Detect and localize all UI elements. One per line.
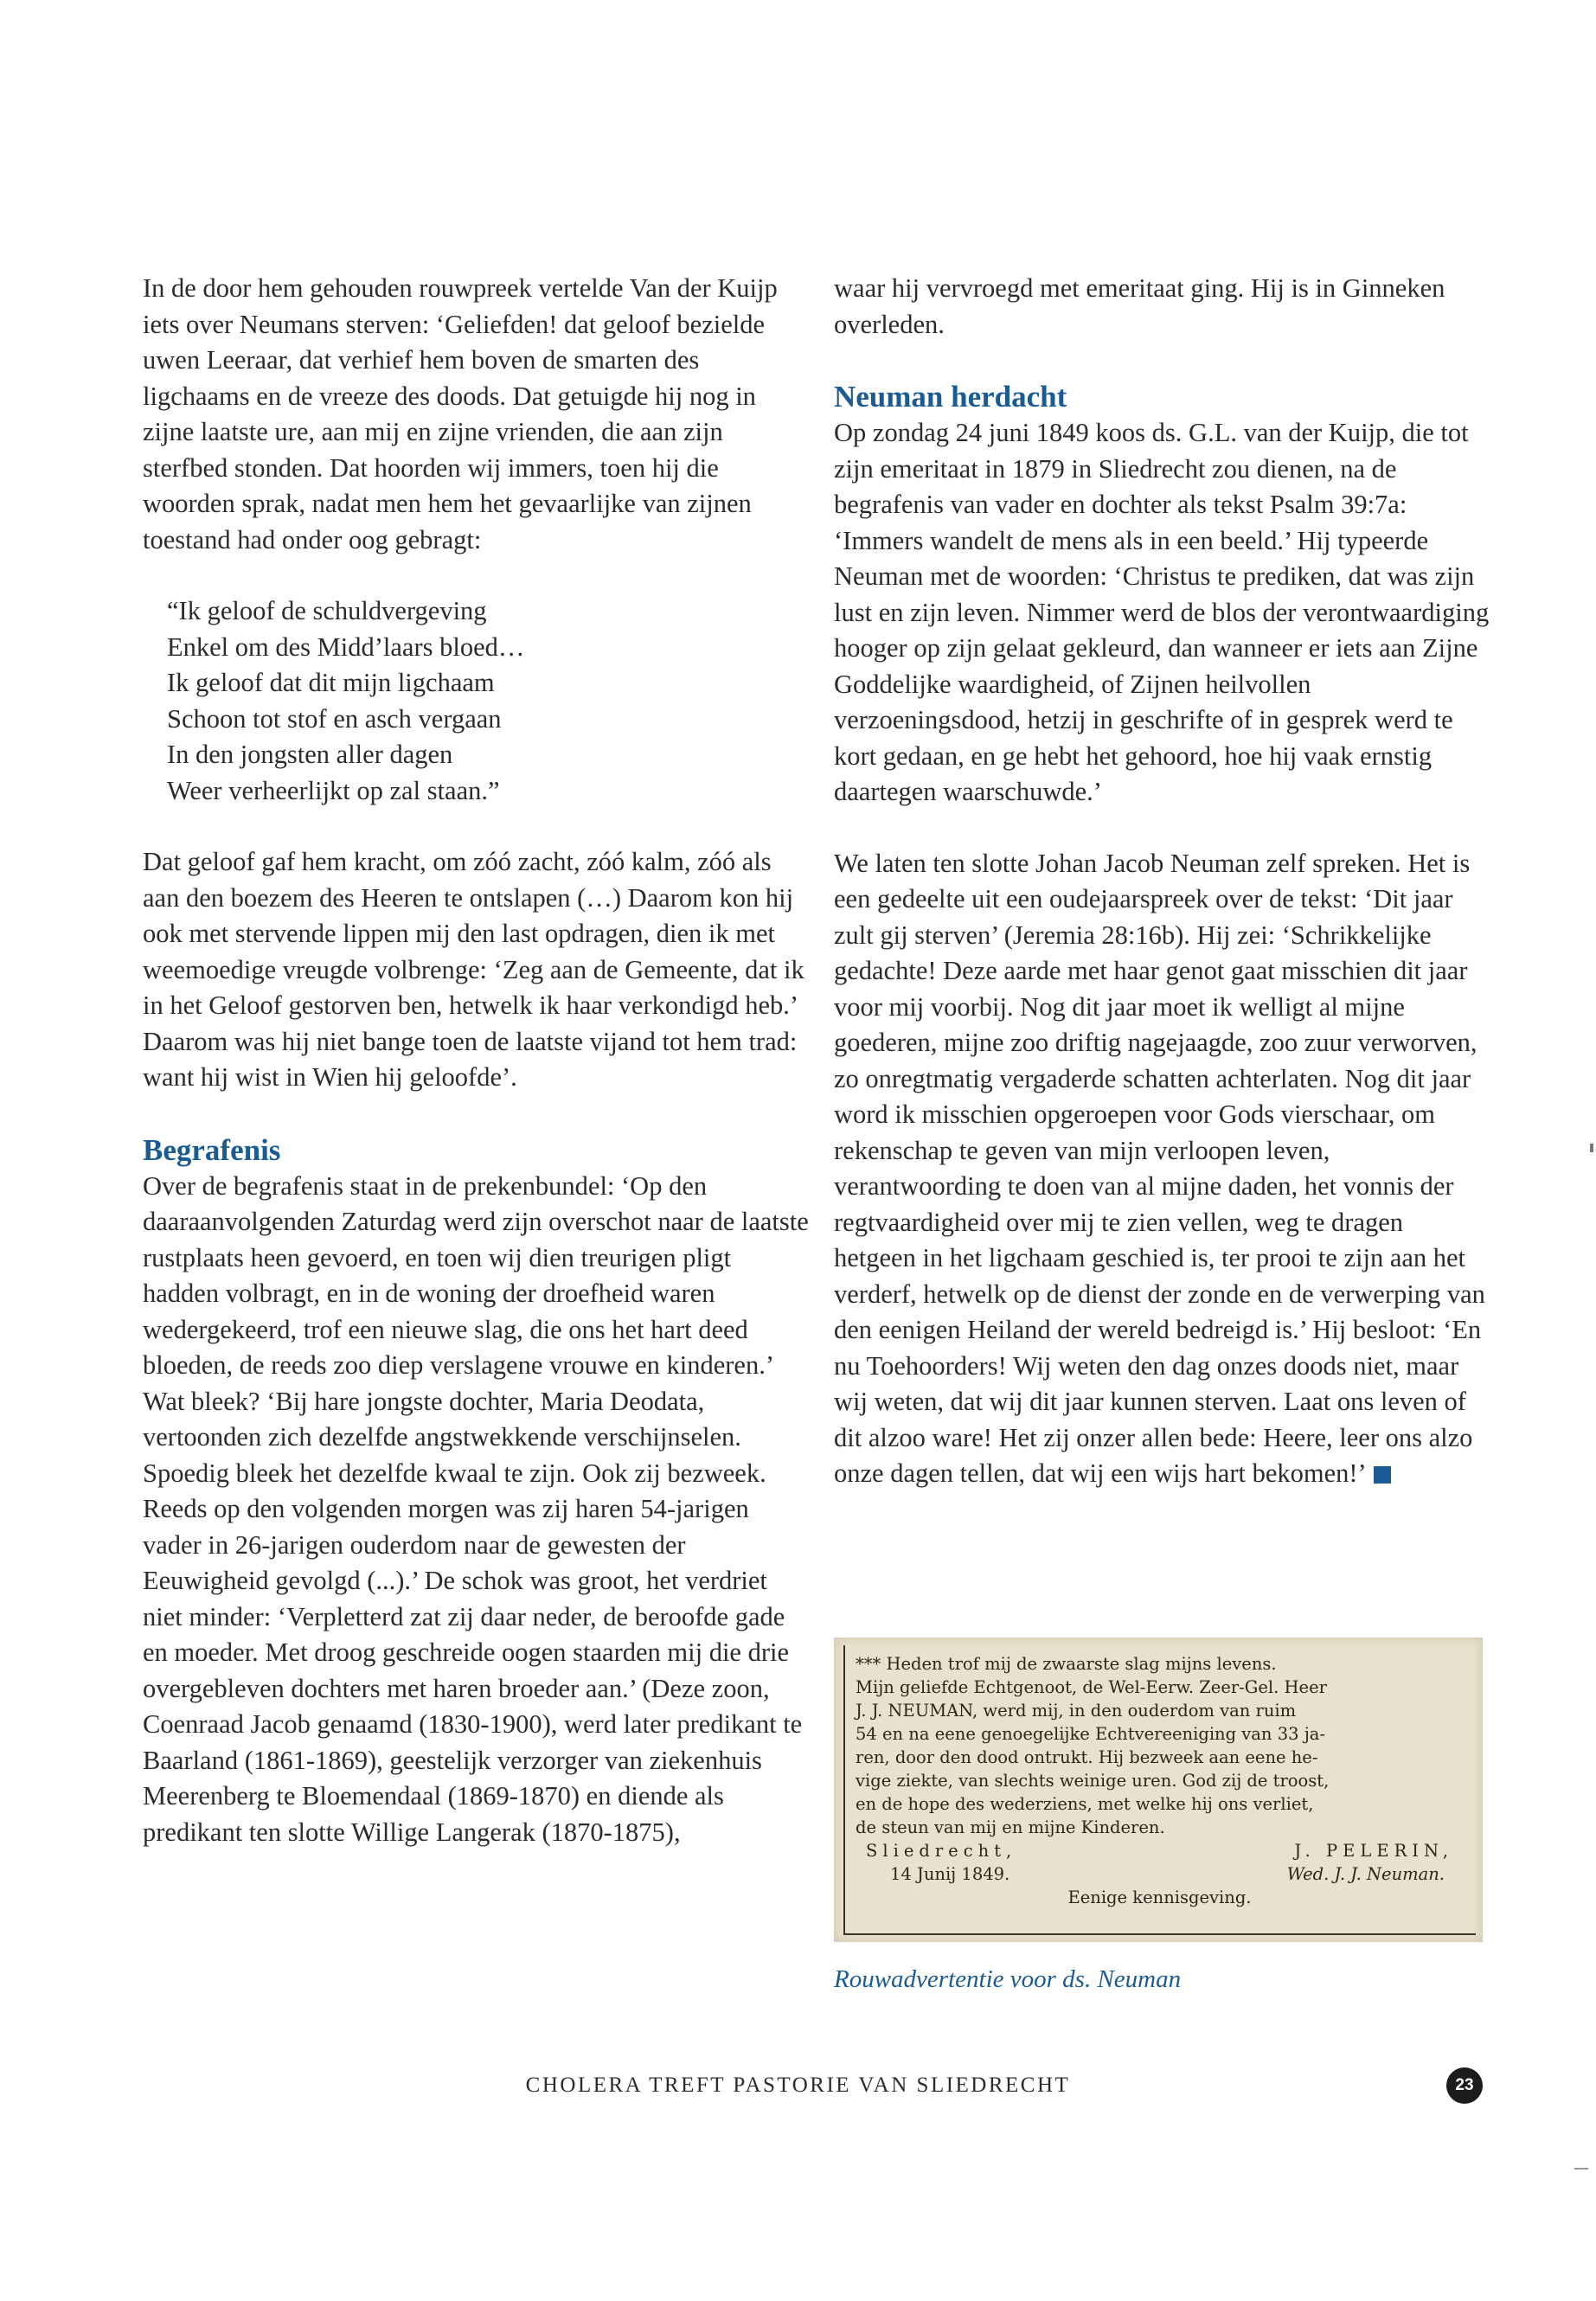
clipping-line: ren, door den dood ontrukt. Hij bezweek aan eene he- xyxy=(856,1747,1318,1767)
poem-line: Enkel om des Midd’laars bloed… xyxy=(167,631,525,662)
running-footer: CHOLERA TREFT PASTORIE VAN SLIEDRECHT xyxy=(525,2073,1071,2097)
left-paragraph-3: Over de begrafenis staat in de prekenbundel: ‘Op den daaraanvolgenden Zaturdag werd zijn overschot naar de laatste rustplaats heen gevoerd, en toen wij dien treurigen pligt hadden volbragt, en in de woning der droefheid waren wedergekeerd, trof een nieuwe slag, die ons het hart deed bloeden, de reeds zoo diep verslagene vrouwe en kinderen.’ Wat bleek? ‘Bij hare jongste dochter, Maria Deodata, vertoonden zich dezelfde angstwekkende verschijnselen. Spoedig bleek het dezelfde kwaal te zijn. Ook zij bezweek. Reeds op den volgenden morgen was zij haren 54-jarigen vader in 26-jarigen ouderdom naar de gewesten der Eeuwigheid gevolgd (...).’ De schok was groot, het verdriet niet minder: ‘Verpletterd zat zij daar neder, de beroofde gade en moeder. Met droog geschreide oogen staarden mij die drie overgebleven dochters met haren broeder aan.’ (Deze zoon, Coenraad Jacob genaamd (1830-1900), werd later predikant te Baarland (1861-1869), geestelijk verzorger van ziekenhuis Meerenberg te Bloemendaal (1869-1870) en diende als predikant ten slotte Willige Langerak (1870-1875), xyxy=(143,1170,809,1847)
clipping-date: 14 Junij 1849. xyxy=(890,1864,1010,1884)
margin-crop-mark xyxy=(1574,2168,1588,2170)
clipping-line: en de hope des wederziens, met welke hij ons verliet, xyxy=(856,1794,1314,1814)
clipping-line: de steun van mij en mijne Kinderen. xyxy=(856,1817,1165,1837)
clipping-notice: Eenige kennisgeving. xyxy=(1067,1888,1252,1907)
poem-quote xyxy=(167,593,809,809)
left-paragraph-2: Dat geloof gaf hem kracht, om zóó zacht, zóó kalm, zóó als aan den boezem des Heeren te ontslapen (…) Daarom kon hij ook met stervende lippen mij den last opdragen, dien ik met weemoedige vreugde volbrenge: ‘Zeg aan de Gemeente, dat ik in het Geloof gestorven ben, hetwelk ik haar verkondigd heb.’ Daarom was hij niet bange toen de laatste vijand tot hem trad: want hij wist in Wien hij geloofde’. xyxy=(143,847,804,1092)
poem-line: Schoon tot stof en asch vergaan xyxy=(167,703,502,734)
clipping-line: Mijn geliefde Echtgenoot, de Wel-Eerw. Zeer-Gel. Heer xyxy=(856,1677,1327,1697)
clipping-line: J. J. NEUMAN, werd mij, in den ouderdom van ruim xyxy=(856,1701,1297,1721)
clipping-text xyxy=(843,1645,1476,1935)
poem-line: Weer verheerlijkt op zal staan.” xyxy=(167,775,500,805)
left-paragraph-1: In de door hem gehouden rouwpreek vertelde Van der Kuijp iets over Neumans sterven: ‘Geliefden! dat geloof bezielde uwen Leeraar, dat verhief hem boven de smarten des ligchaams en de vreeze des doods. Dat getuigde hij nog in zijne laatste ure, aan mij en zijne vrienden, die aan zijn sterfbed stonden. Dat hoorden wij immers, toen hij die woorden sprak, nadat men hem het gevaarlijke van zijnen toestand had onder oog gebragt: xyxy=(143,273,778,554)
poem-line: Ik geloof dat dit mijn ligchaam xyxy=(167,668,495,697)
right-paragraph-3-text: We laten ten slotte Johan Jacob Neuman zelf spreken. Het is een gedeelte uit een oudejaarspreek over de tekst: ‘Dit jaar zult gij sterven’ (Jeremia 28:16b). Hij zei: ‘Schrikkelijke gedachte! Deze aarde met haar genot gaat misschien dit jaar voor mij voorbij. Nog dit jaar moet ik welligt al mijne goederen, mijne zoo driftig nagejaagde, zoo zuur verworven, zo onregtmatig vergaderde schatten achterlaten. Nog dit jaar word ik misschien opgeroepen voor Gods vierschaar, om rekenschap te geven van mijn verloopen leven, verantwoording te doen van al mijne daden, het vonnis der regtvaardigheid over mij te zien vellen, weg te dragen hetgeen in het ligchaam geschied is, ter prooi te zijn aan het verderf, hetwelk op de dienst der zonde en de verwerping van den eenigen Heiland der wereld bedreigd is.’ Hij besloot: ‘En nu Toehoorders! Wij weten den dag onzes doods niet, maar wij weten, dat wij dit jaar kunnen sterven. Laat ons leven of dit alzoo ware! Het zij onzer allen bede: Heere, leer ons alzo onze dagen tellen, dat wij een wijs hart bekomen!’ xyxy=(834,848,1485,1488)
clipping-line: vige ziekte, van slechts weinige uren. God zij de troost, xyxy=(856,1771,1330,1791)
section-heading-neuman-herdacht: Neuman herdacht xyxy=(834,380,1067,413)
clipping-signature-row xyxy=(856,1839,1464,1862)
clipping-line: *** Heden trof mij de zwaarste slag mijns levens. xyxy=(856,1654,1277,1674)
obituary-clipping xyxy=(834,1638,1483,1942)
end-of-article-square-icon xyxy=(1374,1466,1391,1484)
clipping-date-row xyxy=(856,1862,1464,1886)
page-number-badge: 23 xyxy=(1446,2067,1483,2104)
left-column xyxy=(143,271,809,1850)
right-column xyxy=(834,271,1491,1492)
image-caption: Rouwadvertentie voor ds. Neuman xyxy=(834,1965,1182,1993)
section-heading-begrafenis: Begrafenis xyxy=(143,1132,281,1167)
clipping-place: Sliedrecht, xyxy=(866,1841,1017,1861)
clipping-signer: J. PELERIN, xyxy=(1294,1841,1453,1861)
right-paragraph-1: waar hij vervroegd met emeritaat ging. Hij is in Ginneken overleden. xyxy=(834,273,1445,339)
poem-line: “Ik geloof de schuldvergeving xyxy=(167,596,487,625)
clipping-line: 54 en na eene genoegelijke Echtvereeniging van 33 ja- xyxy=(856,1724,1325,1744)
right-paragraph-3 xyxy=(834,846,1491,1492)
poem-line: In den jongsten aller dagen xyxy=(167,740,453,769)
clipping-widow: Wed. J. J. Neuman. xyxy=(1286,1864,1445,1884)
margin-crop-mark xyxy=(1590,1144,1593,1152)
right-paragraph-2: Op zondag 24 juni 1849 koos ds. G.L. van der Kuijp, die tot zijn emeritaat in 1879 in Sliedrecht zou dienen, na de begrafenis van vader en dochter als tekst Psalm 39:7a: ‘Immers wandelt de mens als in een beeld.’ Hij typeerde Neuman met de woorden: ‘Christus te prediken, dat was zijn lust en zijn leven. Nimmer werd de blos der verontwaardiging hooger op zijn gelaat gekleurd, dan wanneer er iets aan Zijne Goddelijke waardigheid, of Zijnen heilvollen verzoeningsdood, hetzij in geschrifte of in gesprek werd te kort gedaan, en ge hebt het gehoord, hoe hij vaak ernstig daartegen waarschuwde.’ xyxy=(834,418,1490,806)
